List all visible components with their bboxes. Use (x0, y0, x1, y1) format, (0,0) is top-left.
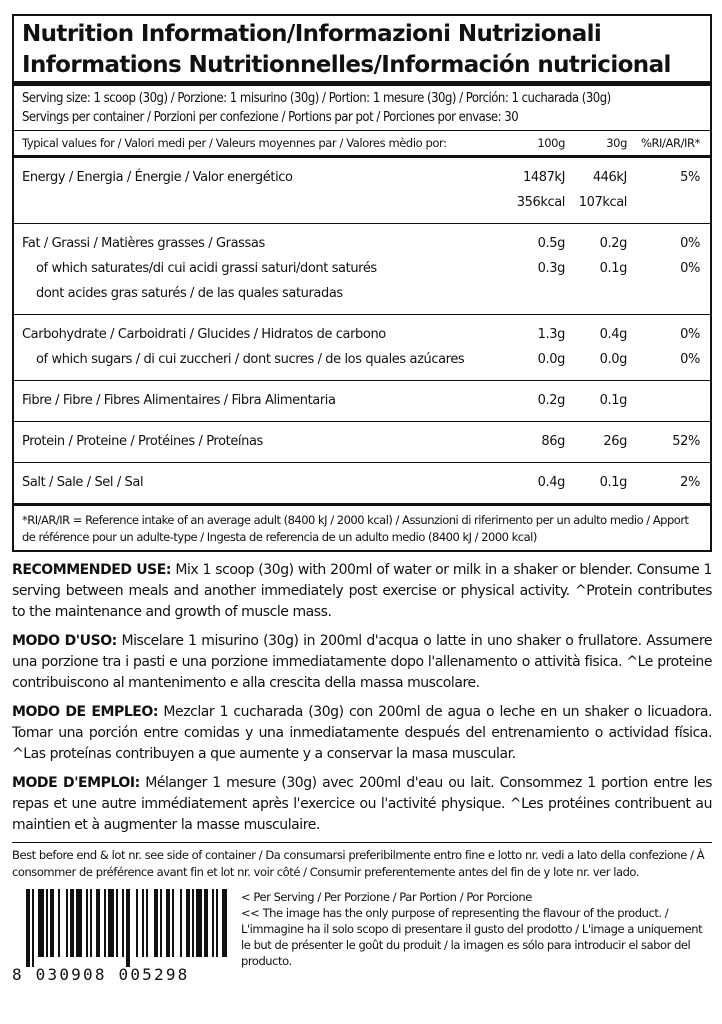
fat-30: 0.2g (599, 236, 627, 251)
image-disclaimer: << The image has the only purpose of representing the flavour of the product. / L'immagine ha il solo scopo di presentare il gusto del prodotto / L'image a uniquement le but de présenter le goût du produit / la imagen es sólo para introducir el sabor del producto. (241, 906, 703, 968)
energy-kj-30: 446kJ (592, 170, 627, 185)
barcode-bar (86, 889, 88, 957)
barcode-bar (38, 889, 44, 957)
barcode-bar (196, 889, 202, 957)
saturates-30: 0.1g (599, 261, 627, 276)
instruction-es (12, 702, 712, 765)
table-header (22, 131, 702, 155)
table-row (22, 190, 702, 215)
instructions (12, 560, 712, 836)
barcode-bar (116, 889, 118, 957)
fibre-100: 0.2g (537, 393, 565, 408)
barcode-bar (76, 889, 82, 957)
instruction-en (12, 560, 712, 623)
table-row (22, 281, 702, 306)
sugars-ri: 0% (680, 352, 700, 367)
table-row (22, 165, 702, 190)
table-row (22, 429, 702, 454)
protein-30: 26g (603, 434, 627, 449)
energy-label: Energy / Energia / Énergie / Valor energético (22, 170, 293, 185)
nutrition-label (12, 14, 712, 984)
barcode-bar (136, 889, 138, 957)
barcode-bar (50, 889, 54, 957)
barcode-bar (172, 889, 174, 957)
barcode-bar (58, 889, 60, 957)
energy-kj-100: 1487kJ (522, 170, 565, 185)
energy-kcal-30: 107kcal (578, 195, 627, 210)
bottom-area (12, 889, 712, 984)
serving-info (22, 86, 702, 130)
barcode-bar (122, 889, 124, 957)
sugars-100: 0.0g (537, 352, 565, 367)
barcode-bar (186, 889, 190, 957)
header-100g: 100g (537, 136, 565, 150)
barcode-number: 8 030908 005298 (12, 965, 190, 984)
fat-label: Fat / Grassi / Matières grasses / Grassas (22, 236, 265, 251)
fibre-30: 0.1g (599, 393, 627, 408)
barcode-bar (126, 889, 130, 967)
salt-label: Salt / Sale / Sel / Sal (22, 475, 144, 490)
protein-section (22, 422, 702, 462)
title-line-2: Informations Nutritionnelles/Información nutricional (22, 52, 671, 78)
barcode-bar (90, 889, 92, 957)
carb-ri: 0% (680, 327, 700, 342)
barcode-bar (180, 889, 182, 957)
instruction-text: Mélanger 1 mesure (30g) avec 200ml d'eau ou lait. Consommez 1 portion entre les repas et une autre immédiatement après l'exercice ou l'activité physique. ^Les protéines contribuent au maintien et à augmenter la masse musculaire. (12, 775, 712, 833)
saturates-ri: 0% (680, 261, 700, 276)
protein-100: 86g (541, 434, 565, 449)
instruction-heading: MODO DE EMPLEO: (12, 704, 159, 720)
sugars-label: of which sugars / di cui zuccheri / dont sucres / de los quales azúcares (36, 352, 465, 367)
instruction-heading: RECOMMENDED USE: (12, 562, 172, 578)
instruction-fr (12, 773, 712, 836)
table-row (22, 256, 702, 281)
carb-100: 1.3g (537, 327, 565, 342)
barcode-bar (142, 889, 144, 957)
barcode-bar (160, 889, 162, 957)
carb-label: Carbohydrate / Carboidrati / Glucides / Hidratos de carbono (22, 327, 386, 342)
table-row (22, 470, 702, 495)
barcode (12, 889, 237, 984)
instruction-text: Mix 1 scoop (30g) with 200ml of water or milk in a shaker or blender. Consume 1 serving between meals and another immediately post exercise or physical activity. ^Protein contributes to the maintenance and growth of muscle mass. (12, 562, 712, 620)
barcode-bar (108, 889, 114, 957)
energy-section (22, 158, 702, 223)
title-line-1: Nutrition Information/Informazioni Nutrizionali (22, 21, 602, 47)
serving-size: Serving size: 1 scoop (30g) / Porzione: 1 misurino (30g) / Portion: 1 mesure (30g) / Porción: 1 cucharada (30g) (22, 91, 611, 106)
header-30g: 30g (606, 136, 627, 150)
table-row (22, 322, 702, 347)
salt-100: 0.4g (537, 475, 565, 490)
barcode-bar (104, 889, 106, 957)
salt-ri: 2% (680, 475, 700, 490)
header-label: Typical values for / Valori medi per / Valeurs moyennes par / Valores mèdio por: (22, 136, 447, 150)
carb-30: 0.4g (599, 327, 627, 342)
fibre-ri (627, 388, 702, 413)
divider (12, 842, 712, 843)
barcode-bar (26, 889, 30, 967)
barcode-bar (46, 889, 48, 957)
barcode-bar (166, 889, 170, 957)
servings-per-container: Servings per container / Porzioni per confezione / Portions par pot / Porciones por envase: 30 (22, 110, 519, 125)
notes (237, 889, 712, 984)
header-ri: %RI/AR/IR* (640, 136, 700, 150)
table-row (22, 347, 702, 372)
instruction-text: Miscelare 1 misurino (30g) in 200ml d'acqua o latte in uno shaker o frullatore. Assumere una porzione tra i pasti e una porzione immediatamente dopo l'allenamento o attività fisica. ^Le proteine contribuiscono al mantenimento e alla crescita della massa muscolare. (12, 633, 713, 691)
fibre-section (22, 381, 702, 421)
salt-section (22, 463, 702, 503)
instruction-it (12, 631, 712, 694)
protein-ri: 52% (672, 434, 700, 449)
barcode-bar (146, 889, 148, 957)
fat-ri: 0% (680, 236, 700, 251)
fat-section (22, 224, 702, 314)
energy-ri: 5% (680, 170, 700, 185)
best-before-note: Best before end & lot nr. see side of container / Da consumarsi preferibilmente entro fine e lotto nr. vedi a lato della confezione / À consommer de préférence avant fin et lot nr. voir côté / Consumir preferentemente antes del fin de y lote nr. ver lado. (12, 848, 705, 879)
saturates-label-2: dont acides gras saturés / de las quales saturadas (36, 286, 343, 301)
sugars-30: 0.0g (599, 352, 627, 367)
barcode-bar (32, 889, 34, 967)
instruction-text: Mezclar 1 cucharada (30g) con 200ml de agua o leche en un shaker o licuadora. Tomar una porción entre comidas y una inmediatamente después del entrenamiento o actividad física. ^Las proteínas contribuyen a que aumente y a conservar la masa muscular. (12, 704, 712, 762)
protein-label: Protein / Proteine / Protéines / Proteínas (22, 434, 263, 449)
nutrition-panel (12, 14, 712, 552)
barcode-bar (96, 889, 100, 957)
energy-kcal-100: 356kcal (516, 195, 565, 210)
carb-section (22, 315, 702, 380)
ri-footnote: *RI/AR/IR = Reference intake of an average adult (8400 kJ / 2000 kcal) / Assunzioni di riferimento per un adulto medio / Apport de référence pour un adulte-type / Ingesta de referencia de un adulto medio (8400 kJ / 2000 kcal) (22, 513, 689, 544)
barcode-bar (154, 889, 158, 957)
table-row (22, 388, 702, 413)
fibre-label: Fibre / Fibre / Fibres Alimentaires / Fibra Alimentaria (22, 393, 336, 408)
saturates-label: of which saturates/di cui acidi grassi saturi/dont saturés (36, 261, 377, 276)
barcode-bar (66, 889, 68, 957)
barcode-bar (212, 889, 214, 957)
barcode-bar (192, 889, 194, 957)
per-serving-note: < Per Serving / Per Porzione / Par Portion / Por Porcione (241, 890, 532, 904)
fat-100: 0.5g (537, 236, 565, 251)
barcode-bar (70, 889, 74, 957)
instruction-heading: MODE D'EMPLOI: (12, 775, 140, 791)
instruction-heading: MODO D'USO: (12, 633, 117, 649)
barcode-bars (12, 889, 227, 967)
barcode-bar (216, 889, 218, 957)
saturates-100: 0.3g (537, 261, 565, 276)
barcode-bar (222, 889, 227, 957)
table-row (22, 231, 702, 256)
salt-30: 0.1g (599, 475, 627, 490)
barcode-bar (204, 889, 208, 957)
